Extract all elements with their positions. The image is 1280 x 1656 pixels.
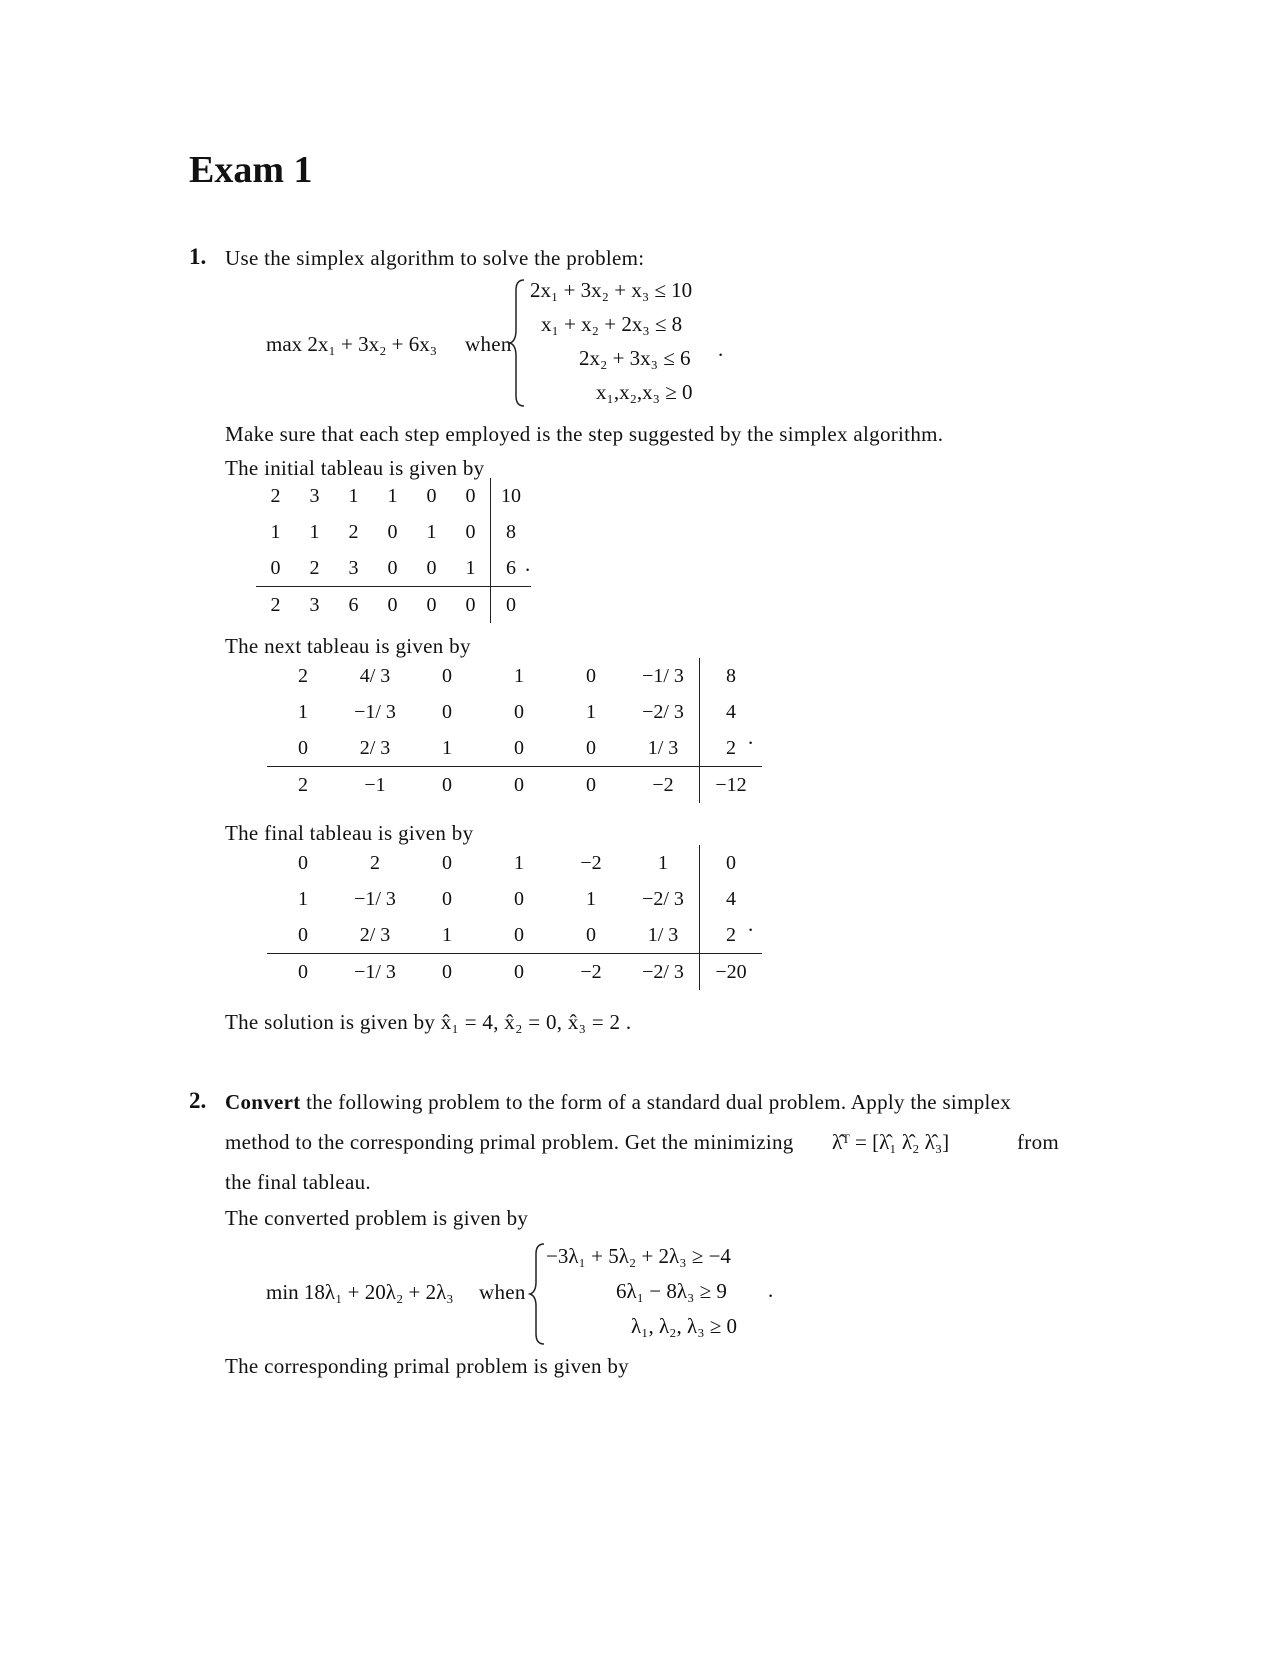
tableau-cell: 0: [387, 556, 398, 579]
tableau-cell: 0: [514, 700, 524, 723]
question-1-number: 1.: [189, 244, 207, 269]
tableau-cell: −2/ 3: [627, 954, 700, 991]
tableau-cell: 0: [387, 520, 398, 543]
tableau-cell: 1: [270, 520, 281, 543]
tableau-cell: 0: [442, 664, 452, 687]
tableau-cell: 1: [442, 923, 452, 946]
table-row: [267, 730, 762, 767]
table-row: [267, 767, 762, 804]
q2-period: .: [768, 1278, 774, 1302]
q2-from: from: [1017, 1130, 1060, 1154]
tableau-cell: 0: [298, 851, 308, 874]
tableau-cell: 0: [411, 954, 483, 991]
tableau-cell: 0: [586, 923, 596, 946]
initial-tableau-period: .: [525, 552, 531, 576]
tableau-cell: −1/ 3: [642, 664, 684, 687]
q1-constraint-1: 2x₁ + 3x₂ + x₃ ≤ 10: [530, 278, 693, 302]
tableau-cell: 1: [514, 664, 524, 687]
q1-constraint-brace: [512, 278, 528, 408]
table-row: [267, 658, 762, 694]
initial-tableau: [256, 478, 531, 623]
tableau-cell: 0: [465, 520, 476, 543]
q1-when: when: [465, 332, 512, 356]
table-row: [267, 845, 762, 881]
q2-when: when: [479, 1280, 526, 1304]
q1-instruction: Make sure that each step employed is the step suggested by the simplex algorithm.: [225, 422, 944, 446]
tableau-cell: 0: [555, 767, 627, 804]
tableau-cell: 1: [442, 736, 452, 759]
tableau-cell: 2/ 3: [359, 736, 391, 759]
q2-constraint-1: −3λ₁ + 5λ₂ + 2λ₃ ≥ −4: [546, 1244, 731, 1268]
q2-converted-label: The converted problem is given by: [225, 1206, 529, 1230]
tableau-cell: 0: [700, 845, 763, 881]
q2-bold-word: Convert: [225, 1090, 301, 1114]
tableau-cell: −1/ 3: [354, 887, 396, 910]
tableau-cell: 0: [514, 736, 524, 759]
tableau-cell: 10: [491, 478, 532, 514]
tableau-cell: 0: [411, 767, 483, 804]
tableau-cell: 1: [387, 484, 398, 507]
tableau-cell: 0: [298, 736, 308, 759]
q2-objective: min 18λ₁ + 20λ₂ + 2λ₃: [266, 1280, 454, 1304]
tableau-cell: 6: [334, 587, 373, 624]
tableau-cell: −2/ 3: [642, 700, 684, 723]
next-tableau: [267, 658, 762, 803]
q1-constraint-4: x₁,x₂,x₃ ≥ 0: [596, 380, 693, 404]
tableau-cell: −1: [339, 767, 411, 804]
tableau-cell: 1: [426, 520, 437, 543]
exam-title: Exam 1: [189, 149, 313, 191]
tableau-cell: 4: [700, 881, 763, 917]
final-tableau: [267, 845, 762, 990]
next-tableau-period: .: [748, 725, 754, 749]
table-row: [256, 478, 531, 514]
tableau-cell: 2: [348, 520, 359, 543]
tableau-cell: 1: [298, 700, 308, 723]
q1-objective: max 2x₁ + 3x₂ + 6x₃: [266, 332, 438, 356]
final-tableau-period: .: [748, 912, 754, 936]
q2-lambda-vector: λ̂ᵀ = [λ̂₁ λ̂₂ λ̂₃]: [832, 1130, 950, 1154]
tableau-cell: 2: [700, 730, 763, 767]
q2-constraint-3: λ₁, λ₂, λ₃ ≥ 0: [631, 1314, 738, 1338]
tableau-cell: 1: [586, 700, 596, 723]
tableau-cell: 1: [586, 887, 596, 910]
tableau-cell: 0: [586, 664, 596, 687]
q1-solution: The solution is given by x̂₁ = 4, x̂₂ = 0, x̂₃ = 2 .: [225, 1010, 632, 1034]
table-row: [267, 917, 762, 954]
tableau-cell: 8: [700, 658, 763, 694]
tableau-cell: −2: [627, 767, 700, 804]
q1-next-label: The next tableau is given by: [225, 634, 471, 658]
question-2-line-2: method to the corresponding primal problem. Get the minimizing: [225, 1130, 794, 1154]
tableau-cell: 2: [700, 917, 763, 954]
tableau-cell: 4/ 3: [359, 664, 391, 687]
tableau-cell: 3: [348, 556, 359, 579]
table-row: [256, 587, 531, 624]
table-row: [256, 550, 531, 587]
tableau-cell: 2: [267, 767, 339, 804]
tableau-cell: 2: [370, 851, 380, 874]
tableau-cell: 0: [270, 556, 281, 579]
tableau-cell: 0: [426, 484, 437, 507]
tableau-cell: 0: [465, 484, 476, 507]
tableau-cell: 0: [442, 851, 452, 874]
question-2-number: 2.: [189, 1088, 207, 1113]
tableau-cell: 1: [348, 484, 359, 507]
tableau-cell: 0: [298, 923, 308, 946]
question-2-line-3: the final tableau.: [225, 1170, 371, 1194]
tableau-cell: −1/ 3: [339, 954, 411, 991]
q1-final-label: The final tableau is given by: [225, 821, 474, 845]
tableau-cell: 0: [442, 887, 452, 910]
q2-constraint-2: 6λ₁ − 8λ₃ ≥ 9: [616, 1279, 727, 1303]
q1-constraint-2: x₁ + x₂ + 2x₃ ≤ 8: [541, 312, 683, 336]
tableau-cell: 1/ 3: [647, 923, 679, 946]
tableau-cell: 0: [483, 954, 555, 991]
tableau-cell: 0: [412, 587, 451, 624]
tableau-cell: 2/ 3: [359, 923, 391, 946]
tableau-cell: 0: [451, 587, 491, 624]
q1-initial-label: The initial tableau is given by: [225, 456, 485, 480]
tableau-cell: 6: [491, 550, 532, 587]
tableau-cell: −20: [700, 954, 763, 991]
q1-period: .: [718, 337, 724, 361]
tableau-cell: 3: [295, 587, 334, 624]
tableau-cell: 2: [309, 556, 320, 579]
tableau-cell: 1: [309, 520, 320, 543]
question-1-prompt: Use the simplex algorithm to solve the problem:: [225, 246, 645, 270]
q2-primal-label: The corresponding primal problem is given by: [225, 1354, 629, 1378]
tableau-cell: −2/ 3: [642, 887, 684, 910]
tableau-cell: 1: [514, 851, 524, 874]
question-2-line-1: [225, 1090, 1011, 1115]
tableau-cell: 2: [298, 664, 308, 687]
tableau-cell: 3: [309, 484, 320, 507]
tableau-cell: 0: [514, 923, 524, 946]
tableau-cell: −2: [580, 851, 602, 874]
tableau-cell: 0: [483, 767, 555, 804]
tableau-cell: −2: [555, 954, 627, 991]
q2-line-1-rest: the following problem to the form of a standard dual problem. Apply the simplex: [306, 1090, 1012, 1114]
tableau-cell: 8: [491, 514, 532, 550]
table-row: [267, 881, 762, 917]
tableau-cell: 1: [298, 887, 308, 910]
table-row: [256, 514, 531, 550]
tableau-cell: 0: [491, 587, 532, 624]
tableau-cell: 2: [270, 484, 281, 507]
tableau-cell: 4: [700, 694, 763, 730]
table-row: [267, 954, 762, 991]
q1-constraint-3: 2x₂ + 3x₃ ≤ 6: [579, 346, 691, 370]
tableau-cell: 0: [442, 700, 452, 723]
tableau-cell: 0: [586, 736, 596, 759]
tableau-cell: 0: [426, 556, 437, 579]
tableau-cell: 0: [373, 587, 412, 624]
tableau-cell: 1: [465, 556, 476, 579]
tableau-cell: 0: [267, 954, 339, 991]
tableau-cell: 1: [658, 851, 668, 874]
tableau-cell: −12: [700, 767, 763, 804]
tableau-cell: −1/ 3: [354, 700, 396, 723]
tableau-cell: 0: [514, 887, 524, 910]
tableau-cell: 1/ 3: [647, 736, 679, 759]
tableau-cell: 2: [256, 587, 295, 624]
table-row: [267, 694, 762, 730]
